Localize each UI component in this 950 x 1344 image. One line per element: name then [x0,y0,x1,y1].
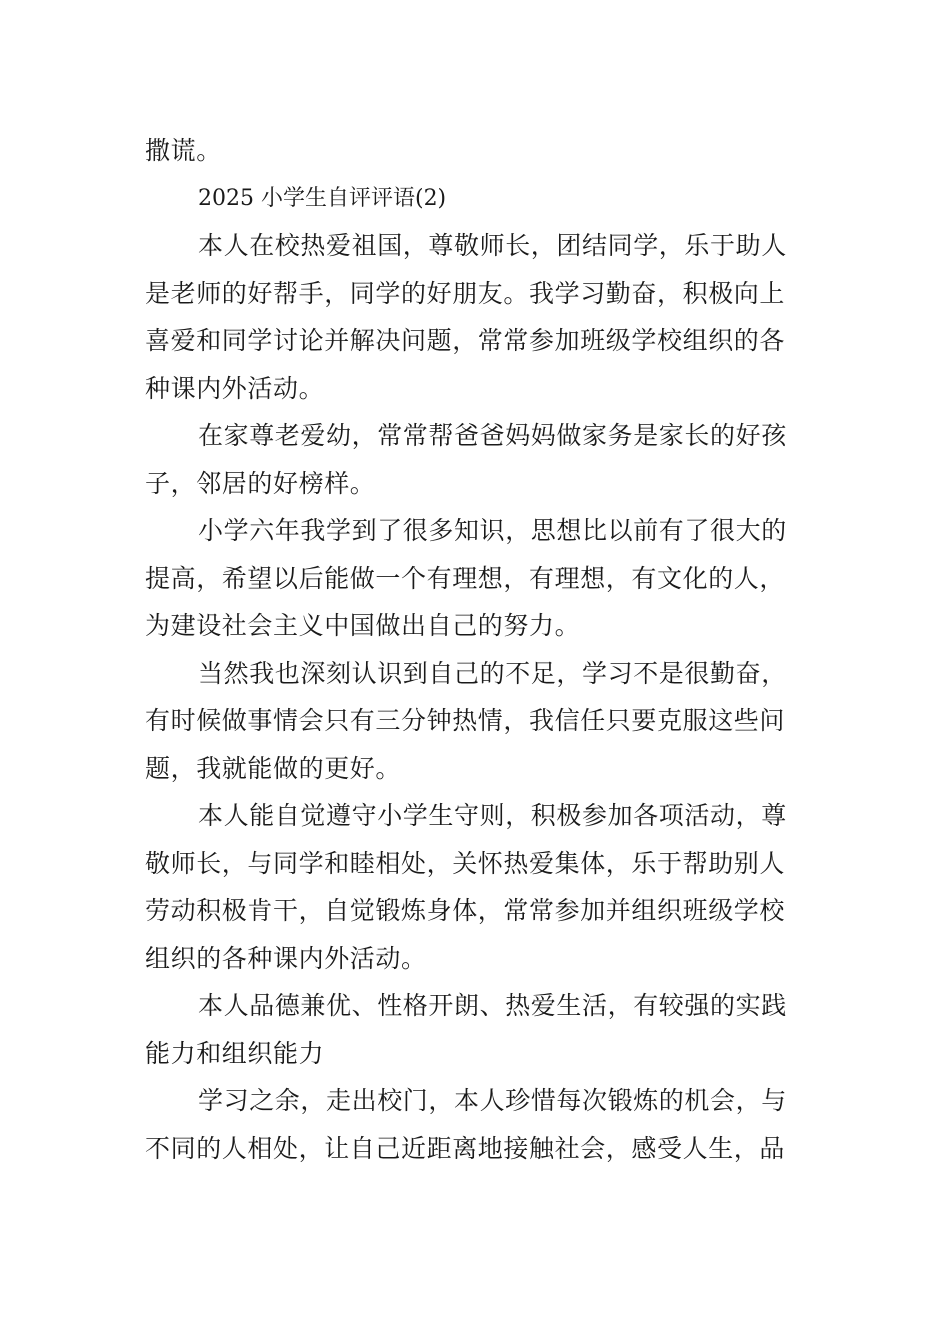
text-line: 能力和组织能力 [145,1038,325,1068]
text-line: 喜爱和同学讨论并解决问题，常常参加班级学校组织的各 [145,326,786,355]
text-line: 提高，希望以后能做一个有理想，有理想，有文化的人， [145,563,786,593]
text-line: 不同的人相处，让自己近距离地接触社会，感受人生，品 [145,1133,786,1163]
text-line: 组织的各种课内外活动。 [145,943,427,973]
paragraph-first-line: 本人能自觉遵守小学生守则，积极参加各项活动，尊 [198,801,787,830]
paragraph-first-line: 当然我也深刻认识到自己的不足，学习不是很勤奋， [198,658,787,688]
text-line: 为建设社会主义中国做出自己的努力。 [145,611,581,640]
text-line: 撒谎。 [145,136,222,165]
paragraph-first-line: 学习之余，走出校门，本人珍惜每次锻炼的机会，与 [198,1086,787,1115]
text-line: 劳动积极肯干，自觉锻炼身体，常常参加并组织班级学校 [145,896,786,925]
paragraph-first-line: 在家尊老爱幼，常常帮爸爸妈妈做家务是家长的好孩 [198,421,787,450]
paragraph-first-line: 小学六年我学到了很多知识，思想比以前有了很大的 [198,516,787,545]
section-heading: 2025 小学生自评评语(2) [198,185,447,211]
document-body [145,127,810,1172]
text-line: 敬师长，与同学和睦相处，关怀热爱集体，乐于帮助别人 [145,848,786,878]
text-line: 种课内外活动。 [145,373,325,403]
text-line: 子，邻居的好榜样。 [145,468,376,498]
paragraph-first-line: 本人在校热爱祖国，尊敬师长，团结同学，乐于助人 [198,231,787,260]
text-line: 是老师的好帮手，同学的好朋友。我学习勤奋，积极向上 [145,278,786,308]
text-line: 题，我就能做的更好。 [145,753,402,783]
text-line: 有时候做事情会只有三分钟热情，我信任只要克服这些问 [145,706,786,735]
paragraph-first-line: 本人品德兼优、性格开朗、热爱生活，有较强的实践 [198,991,787,1020]
